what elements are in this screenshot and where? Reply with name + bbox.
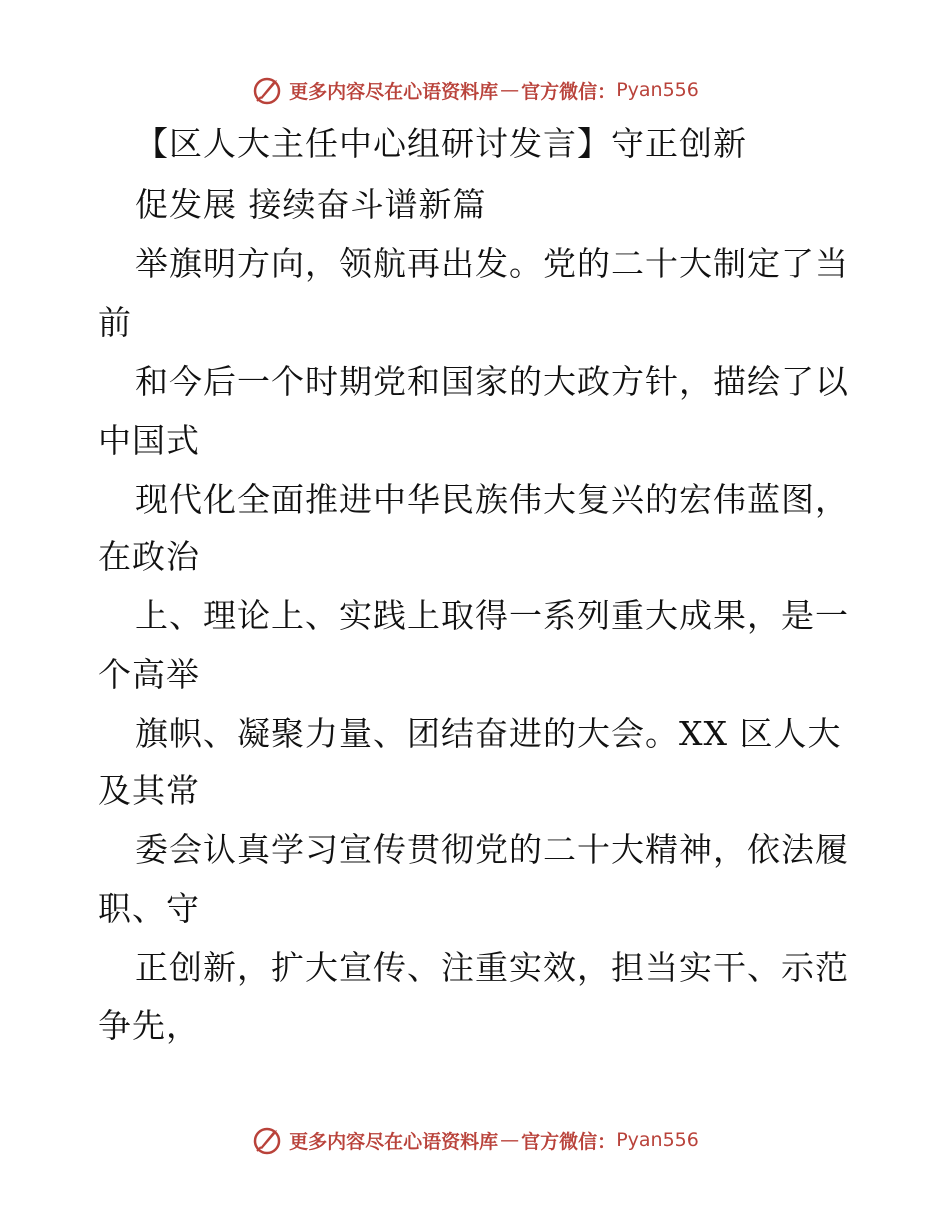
header-wechat-label: 官方微信： <box>521 80 617 103</box>
paragraph-line: 争先， <box>98 1006 200 1045</box>
paragraph-line: 中国式 <box>98 421 200 460</box>
paragraph-line: 上、理论上、实践上取得一系列重大成果，是一 <box>135 596 849 635</box>
footer-wechat-label: 官方微信： <box>521 1130 617 1153</box>
paragraph-line: 及其常 <box>98 771 200 810</box>
paragraph-line: 委会认真学习宣传贯彻党的二十大精神，依法履 <box>135 830 849 869</box>
paragraph-line: 职、守 <box>98 889 200 928</box>
paragraph-line: 个高举 <box>98 655 200 694</box>
paragraph-line: 现代化全面推进中华民族伟大复兴的宏伟蓝图， <box>135 480 849 519</box>
footer-account: Pyan556 <box>616 1129 699 1151</box>
paragraph-line: 举旗明方向，领航再出发。党的二十大制定了当 <box>135 244 849 283</box>
header-banner <box>0 70 950 110</box>
document-title-line-1: 【区人大主任中心组研讨发言】守正创新 <box>135 124 747 163</box>
quill-logo-icon <box>251 1124 283 1156</box>
paragraph-line: 在政治 <box>98 537 200 576</box>
document-title-line-2: 促发展 接续奋斗谱新篇 <box>135 185 487 224</box>
paragraph-line: 旗帜、凝聚力量、团结奋进的大会。XX 区人大 <box>135 714 842 753</box>
footer-banner <box>0 1120 950 1160</box>
footer-separator: — <box>500 1129 520 1151</box>
quill-logo-icon <box>251 74 283 106</box>
paragraph-line: 正创新，扩大宣传、注重实效，担当实干、示范 <box>135 948 849 987</box>
footer-brand: 更多内容尽在心语资料库 <box>289 1130 499 1153</box>
header-brand: 更多内容尽在心语资料库 <box>289 80 499 103</box>
header-separator: — <box>500 79 520 101</box>
paragraph-line: 前 <box>98 303 132 342</box>
paragraph-line: 和今后一个时期党和国家的大政方针，描绘了以 <box>135 362 849 401</box>
header-account: Pyan556 <box>616 79 699 101</box>
